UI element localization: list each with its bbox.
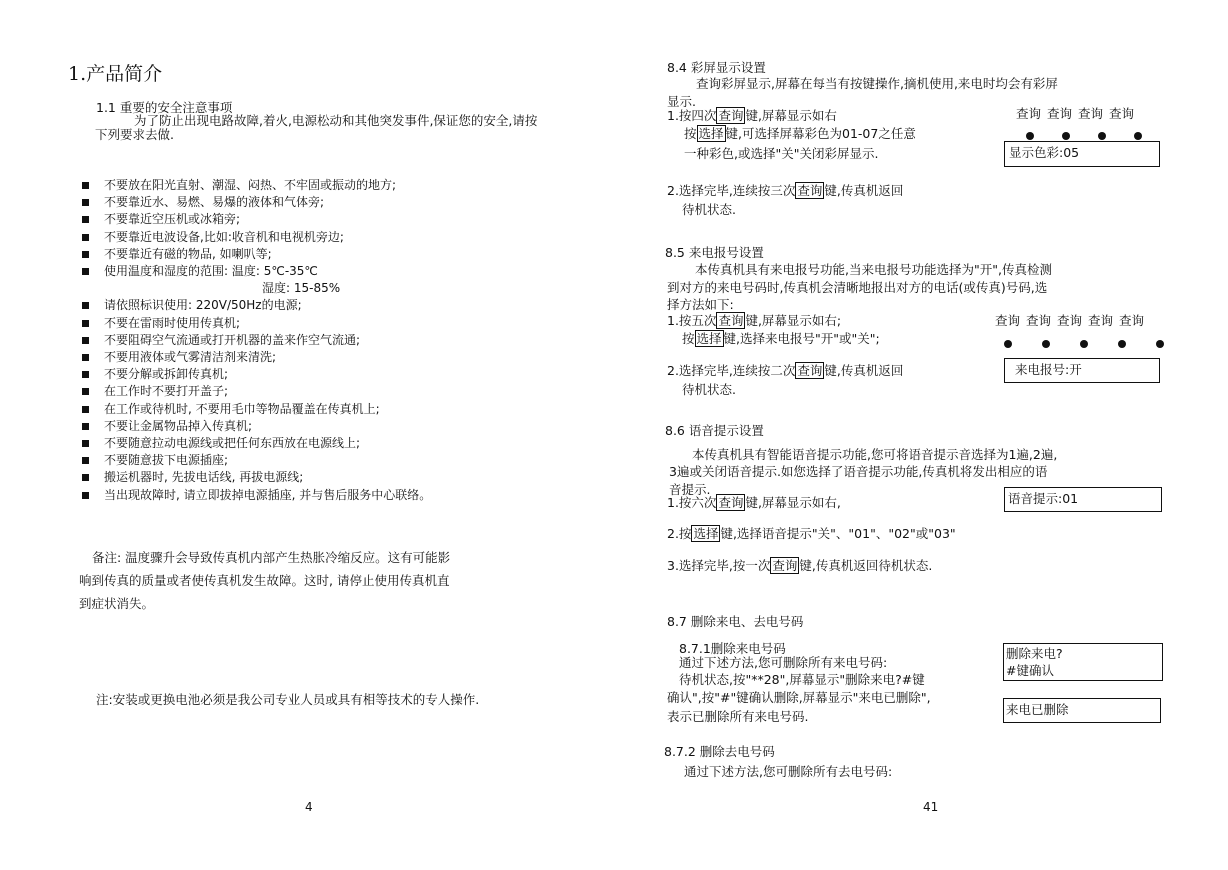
section-8-5-step-2b: 待机状态. [682, 382, 736, 397]
bullet-square-icon [82, 234, 89, 241]
bullet-square-icon [82, 371, 89, 378]
section-8-5-step-2: 2.选择完毕,连续按二次 查询 键,传真机返回 [667, 363, 904, 378]
section-8-4-step-2b: 待机状态. [682, 202, 736, 217]
bullet-square-icon [82, 474, 89, 481]
list-item: 不要随意拉动电源线或把任何东西放在电源线上; [82, 435, 431, 452]
dot-icon [1080, 340, 1088, 348]
query-key-label: 查询 [797, 363, 823, 378]
section-8-5-step-1b: 按 选择 键,选择来电报号"开"或"关"; [682, 331, 880, 346]
section-8-6-step-2: 2.按 选择 键,选择语音提示"关"、"01"、"02"或"03" [667, 526, 956, 541]
list-item: 不要分解或拆卸传真机; [82, 366, 431, 383]
section-8-5-desc-2: 到对方的来电号码时,传真机会清晰地报出对方的电话(或传真)号码,选 [667, 280, 1048, 295]
page-number-left: 4 [305, 800, 313, 814]
list-item: 请依照标识使用: 220V/50Hz的电源; [82, 297, 431, 314]
section-8-4-step-1: 1.按四次 查询 键,屏幕显示如右 [667, 108, 837, 123]
bullet-square-icon [82, 251, 89, 258]
bullet-square-icon [82, 337, 89, 344]
page-title: 1.产品简介 [68, 63, 163, 85]
section-8-6-step-3: 3.选择完毕,按一次 查询 键,传真机返回待机状态. [667, 558, 933, 573]
dot-icon [1026, 132, 1034, 140]
section-8-6-desc-2: 3遍或关闭语音提示.如您选择了语音提示功能,传真机将发出相应的语 [669, 464, 1048, 479]
dot-icon [1118, 340, 1126, 348]
query-key-label: 查询 [718, 495, 744, 510]
section-8-5-step-1: 1.按五次 查询 键,屏幕显示如右; [667, 313, 842, 328]
bullet-square-icon [82, 302, 89, 309]
intro-line-1: 为了防止出现电路故障,着火,电源松动和其他突发事件,保证您的安全,请按 [134, 113, 538, 128]
list-item: 不要靠近水、易燃、易爆的液体和气体旁; [82, 194, 431, 211]
section-8-4-step-2: 2.选择完毕,连续按三次 查询 键,传真机返回 [667, 183, 904, 198]
key-sequence-8-5: 查询 查询 查询 查询 查询 [995, 313, 1145, 328]
query-key-label: 查询 [772, 558, 798, 573]
section-8-7-1-line-2: 待机状态,按"**28",屏幕显示"删除来电?#键 [679, 672, 925, 687]
select-key-label: 选择 [696, 331, 722, 346]
dot-icon [1156, 340, 1164, 348]
intro-line-2: 下列要求去做. [95, 127, 174, 142]
bullet-square-icon [82, 406, 89, 413]
bullet-square-icon [82, 440, 89, 447]
lcd-display-delete-confirm: 删除来电? #键确认 [1003, 643, 1163, 681]
bullet-square-icon [82, 199, 89, 206]
query-key-label: 查询 [718, 313, 744, 328]
lcd-display-8-6: 语音提示:01 [1004, 487, 1162, 512]
section-8-4-step-1c: 一种彩色,或选择"关"关闭彩屏显示. [684, 146, 879, 161]
section-8-7-1-title: 8.7.1删除来电号码 [679, 641, 786, 656]
dot-icon [1098, 132, 1106, 140]
key-press-dots-8-5 [1004, 333, 1164, 352]
page-number-right: 41 [923, 800, 939, 814]
section-8-4-step-1b: 按 选择 键,可选择屏幕彩色为01-07之任意 [684, 126, 916, 141]
section-title: 1.1 重要的安全注意事项 [96, 100, 233, 115]
bullet-square-icon [82, 268, 89, 275]
list-item-humidity: 湿度: 15-85% [262, 281, 341, 296]
dot-icon [1062, 132, 1070, 140]
lcd-display-8-4: 显示色彩:05 [1004, 141, 1160, 167]
section-8-6-title: 8.6 语音提示设置 [665, 423, 764, 438]
section-8-7-1-line-4: 表示已删除所有来电号码. [667, 709, 809, 724]
section-8-7-1-line-3: 确认",按"#"键确认删除,屏幕显示"来电已删除", [667, 690, 931, 705]
list-item: 在工作或待机时, 不要用毛巾等物品覆盖在传真机上; [82, 401, 431, 418]
query-key-label: 查询 [718, 108, 744, 123]
dot-icon [1004, 340, 1012, 348]
select-key-label: 选择 [698, 126, 724, 141]
section-8-5-desc-3: 择方法如下: [667, 297, 734, 312]
list-item: 不要阻碍空气流通或打开机器的盖来作空气流通; [82, 332, 431, 349]
bullet-square-icon [82, 216, 89, 223]
list-item: 不要用液体或气雾清洁剂来清洗; [82, 349, 431, 366]
bullet-square-icon [82, 354, 89, 361]
lcd-display-8-5: 来电报号:开 [1004, 358, 1160, 383]
section-8-4-desc-1: 查询彩屏显示,屏幕在每当有按键操作,摘机使用,来电时均会有彩屏 [696, 76, 1058, 91]
section-8-4-desc-2: 显示. [667, 94, 696, 109]
list-item: 不要靠近空压机或冰箱旁; [82, 211, 431, 228]
note-line-2: 响到传真的质量或者使传真机发生故障。这时, 请停止使用传真机直 [79, 573, 450, 588]
list-item: 使用温度和湿度的范围: 温度: 5℃-35℃ [82, 263, 431, 280]
dot-icon [1042, 340, 1050, 348]
list-item: 不要随意拔下电源插座; [82, 452, 431, 469]
key-sequence-8-4: 查询 查询 查询 查询 [1016, 106, 1135, 121]
section-8-6-step-1: 1.按六次 查询 键,屏幕显示如右, [667, 495, 841, 510]
lcd-display-deleted: 来电已删除 [1003, 698, 1161, 723]
note-line-1: 备注: 温度骤升会导致传真机内部产生热胀冷缩反应。这有可能影 [92, 550, 451, 565]
bullet-square-icon [82, 320, 89, 327]
section-8-5-desc-1: 本传真机具有来电报号功能,当来电报号功能选择为"开",传真检测 [695, 262, 1052, 277]
list-item: 不要靠近电波设备,比如:收音机和电视机旁边; [82, 229, 431, 246]
safety-bullet-list [82, 177, 431, 504]
list-item: 不要靠近有磁的物品, 如喇叭等; [82, 246, 431, 263]
bullet-square-icon [82, 457, 89, 464]
section-8-6-desc-1: 本传真机具有智能语音提示功能,您可将语音提示音选择为1遍,2遍, [692, 447, 1058, 462]
list-item: 当出现故障时, 请立即拔掉电源插座, 并与售后服务中心联络。 [82, 487, 431, 504]
note-line-3: 到症状消失。 [79, 596, 155, 611]
section-8-7-2-title: 8.7.2 删除去电号码 [664, 744, 775, 759]
list-item: 不要放在阳光直射、潮湿、闷热、不牢固或振动的地方; [82, 177, 431, 194]
select-key-label: 选择 [693, 526, 719, 541]
query-key-label: 查询 [797, 183, 823, 198]
section-8-4-title: 8.4 彩屏显示设置 [667, 60, 766, 75]
bullet-square-icon [82, 492, 89, 499]
list-item: 在工作时不要打开盖子; [82, 383, 431, 400]
list-item: 搬运机器时, 先拔电话线, 再拔电源线; [82, 469, 431, 486]
section-8-6-desc-3: 音提示. [669, 482, 711, 497]
list-item: 不要让金属物品掉入传真机; [82, 418, 431, 435]
battery-note: 注:安装或更换电池必须是我公司专业人员或具有相等技术的专人操作. [96, 692, 480, 707]
section-8-7-1-line-1: 通过下述方法,您可删除所有来电号码: [679, 655, 888, 670]
dot-icon [1134, 132, 1142, 140]
bullet-square-icon [82, 182, 89, 189]
section-8-5-title: 8.5 来电报号设置 [665, 245, 764, 260]
bullet-square-icon [82, 423, 89, 430]
bullet-square-icon [82, 388, 89, 395]
list-item: 不要在雷雨时使用传真机; [82, 315, 431, 332]
section-8-7-title: 8.7 删除来电、去电号码 [667, 614, 804, 629]
section-8-7-2-line-1: 通过下述方法,您可删除所有去电号码: [684, 764, 893, 779]
